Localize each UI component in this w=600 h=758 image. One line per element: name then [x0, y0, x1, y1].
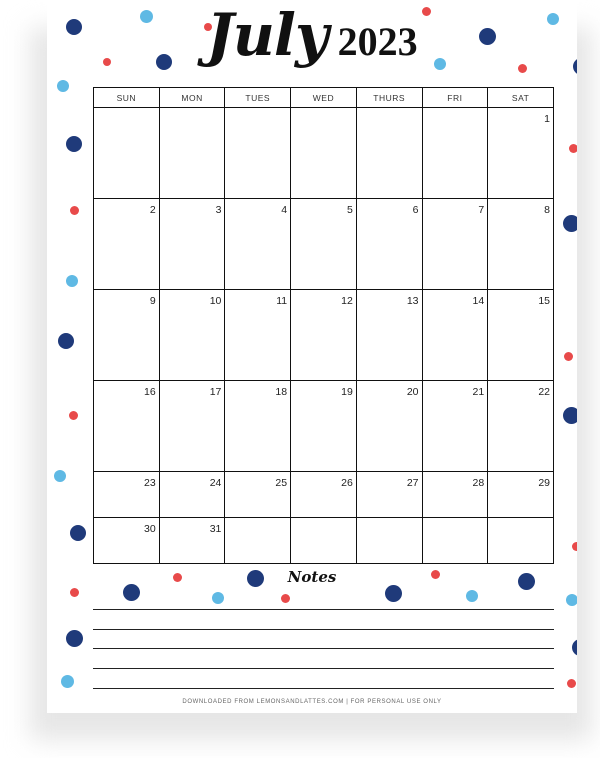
day-cell: 27 — [356, 472, 422, 518]
day-cell: 21 — [422, 381, 488, 472]
day-cell: 18 — [225, 381, 291, 472]
calendar-title — [47, 1, 577, 69]
day-cell — [356, 518, 422, 564]
day-cell — [422, 518, 488, 564]
day-cell: 26 — [291, 472, 357, 518]
day-cell: 16 — [94, 381, 160, 472]
note-line — [93, 648, 554, 649]
confetti-dot — [70, 206, 79, 215]
day-cell: 3 — [159, 199, 225, 290]
day-cell — [488, 518, 554, 564]
day-cell: 1 — [488, 108, 554, 199]
day-cell: 28 — [422, 472, 488, 518]
month-grid — [93, 87, 554, 564]
note-line — [93, 629, 554, 630]
day-cell: 23 — [94, 472, 160, 518]
confetti-dot — [567, 679, 576, 688]
notes-title: Notes — [287, 568, 337, 586]
day-cell — [94, 108, 160, 199]
weekday-label: THURS — [356, 88, 422, 108]
confetti-dot — [563, 407, 577, 424]
confetti-dot — [564, 352, 573, 361]
weekday-label: MON — [159, 88, 225, 108]
footer-credit: DOWNLOADED FROM LEMONSANDLATTES.COM | FOR PERSONAL USE ONLY — [182, 699, 442, 705]
note-line — [93, 668, 554, 669]
day-cell — [291, 108, 357, 199]
day-cell: 20 — [356, 381, 422, 472]
weekday-header-row — [94, 88, 554, 108]
day-cell: 31 — [159, 518, 225, 564]
confetti-dot — [569, 144, 577, 153]
confetti-dot — [70, 588, 79, 597]
week-row — [94, 108, 554, 199]
day-cell: 15 — [488, 290, 554, 381]
day-cell: 10 — [159, 290, 225, 381]
weekday-label: SUN — [94, 88, 160, 108]
week-row — [94, 381, 554, 472]
day-cell: 22 — [488, 381, 554, 472]
confetti-dot — [54, 470, 66, 482]
confetti-dot — [66, 136, 82, 152]
confetti-dot — [69, 411, 78, 420]
note-line — [93, 688, 554, 689]
week-row — [94, 472, 554, 518]
confetti-dot — [566, 594, 577, 606]
day-cell: 4 — [225, 199, 291, 290]
confetti-dot — [66, 275, 78, 287]
day-cell: 8 — [488, 199, 554, 290]
confetti-dot — [385, 585, 402, 602]
day-cell: 19 — [291, 381, 357, 472]
day-cell: 17 — [159, 381, 225, 472]
confetti-dot — [58, 333, 74, 349]
day-cell: 14 — [422, 290, 488, 381]
confetti-dot — [66, 630, 83, 647]
day-cell: 6 — [356, 199, 422, 290]
week-row — [94, 290, 554, 381]
day-cell — [225, 518, 291, 564]
confetti-dot — [572, 639, 577, 656]
day-cell: 5 — [291, 199, 357, 290]
year: 2023 — [337, 19, 418, 64]
day-cell: 2 — [94, 199, 160, 290]
day-cell: 11 — [225, 290, 291, 381]
note-line — [93, 609, 554, 610]
confetti-dot — [212, 592, 224, 604]
confetti-dot — [572, 542, 577, 551]
confetti-dot — [563, 215, 577, 232]
day-cell — [159, 108, 225, 199]
day-cell — [356, 108, 422, 199]
week-row — [94, 199, 554, 290]
confetti-dot — [57, 80, 69, 92]
day-cell — [225, 108, 291, 199]
day-cell: 29 — [488, 472, 554, 518]
weekday-label: SAT — [488, 88, 554, 108]
day-cell — [291, 518, 357, 564]
day-cell: 7 — [422, 199, 488, 290]
calendar-page — [47, 0, 577, 713]
confetti-dot — [123, 584, 140, 601]
confetti-dot — [518, 64, 527, 73]
day-cell: 30 — [94, 518, 160, 564]
confetti-dot — [70, 525, 86, 541]
confetti-dot — [281, 594, 290, 603]
weekday-label: TUES — [225, 88, 291, 108]
day-cell — [422, 108, 488, 199]
day-cell: 13 — [356, 290, 422, 381]
month-name: July — [206, 1, 328, 69]
confetti-dot — [466, 590, 478, 602]
day-cell: 9 — [94, 290, 160, 381]
day-cell: 25 — [225, 472, 291, 518]
day-cell: 12 — [291, 290, 357, 381]
weekday-label: WED — [291, 88, 357, 108]
week-row — [94, 518, 554, 564]
confetti-dot — [61, 675, 74, 688]
day-cell: 24 — [159, 472, 225, 518]
weekday-label: FRI — [422, 88, 488, 108]
